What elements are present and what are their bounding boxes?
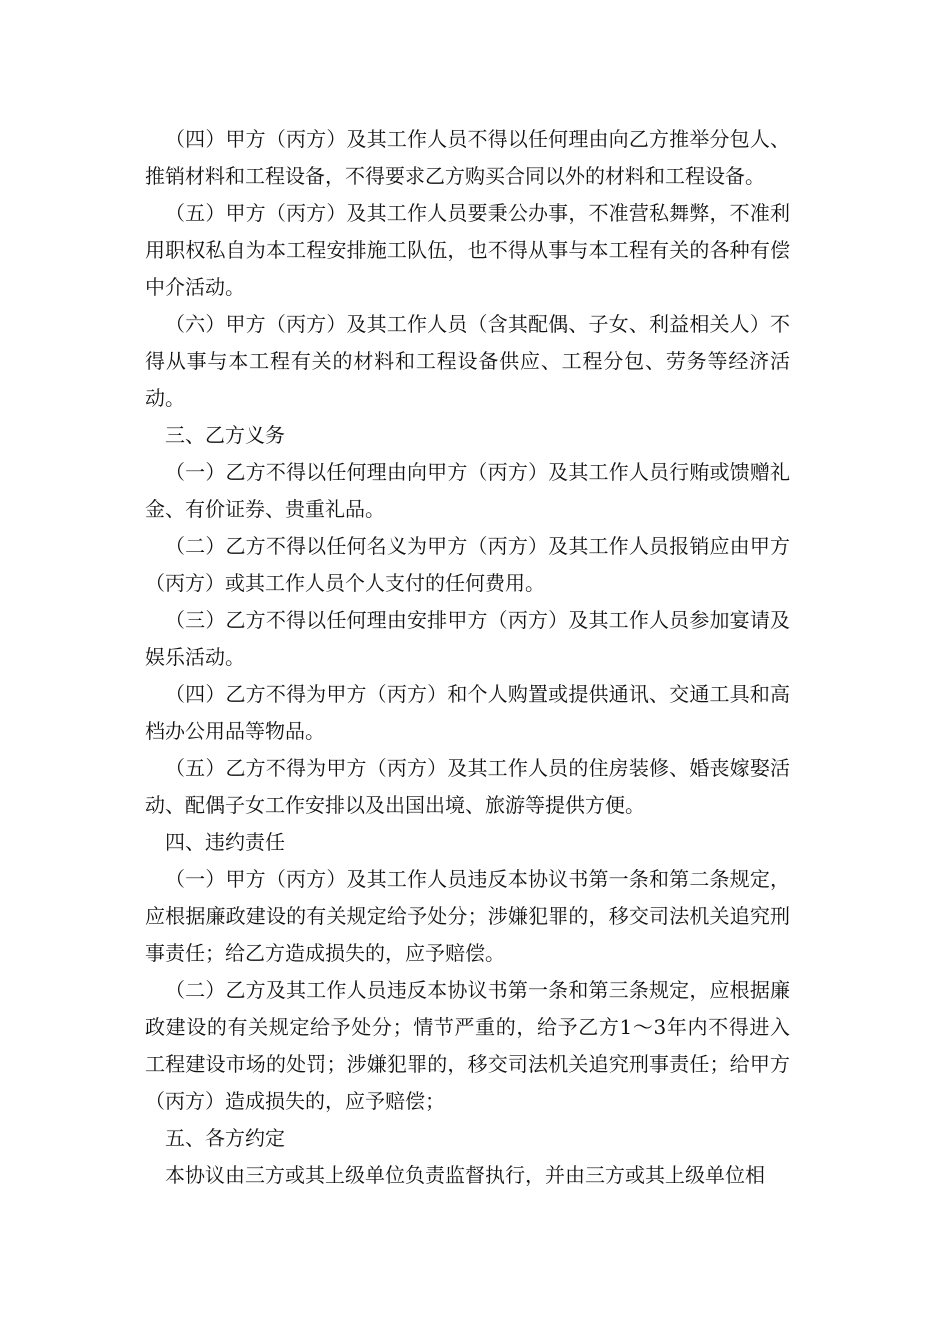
clause-liability-1: （一）甲方（丙方）及其工作人员违反本协议书第一条和第二条规定，应根据廉政建设的有关规定给予处分；涉嫌犯罪的，移交司法机关追究刑事责任；给乙方造成损失的，应予赔偿。: [145, 867, 790, 965]
clause-a6-no-related-business: （六）甲方（丙方）及其工作人员（含其配偶、子女、利益相关人）不得从事与本工程有关的材料和工程设备供应、工程分包、劳务等经济活动。: [145, 312, 790, 410]
section-heading-party-b-obligations: 三、乙方义务: [165, 423, 285, 447]
clause-liability-2: （二）乙方及其工作人员违反本协议书第一条和第三条规定，应根据廉政建设的有关规定给予处分；情节严重的，给予乙方1～3年内不得进入工程建设市场的处罚；涉嫌犯罪的，移交司法机关追究刑事责任；给甲方（丙方）造成损失的，应予赔偿；: [145, 978, 790, 1113]
clause-b3-no-banquets: （三）乙方不得以任何理由安排甲方（丙方）及其工作人员参加宴请及娱乐活动。: [145, 608, 790, 669]
clause-a5-impartial-conduct: （五）甲方（丙方）及其工作人员要秉公办事，不准营私舞弊，不准利用职权私自为本工程安排施工队伍，也不得从事与本工程有关的各种有偿中介活动。: [145, 201, 790, 299]
clause-b1-no-bribery: （一）乙方不得以任何理由向甲方（丙方）及其工作人员行贿或馈赠礼金、有价证券、贵重礼品。: [145, 460, 790, 521]
section-heading-liability: 四、违约责任: [165, 830, 285, 854]
section-heading-agreements: 五、各方约定: [165, 1126, 285, 1150]
clause-b5-no-personal-favors: （五）乙方不得为甲方（丙方）及其工作人员的住房装修、婚丧嫁娶活动、配偶子女工作安排以及出国出境、旅游等提供方便。: [145, 756, 790, 817]
document-body: [145, 121, 790, 1194]
clause-b4-no-equipment-gifts: （四）乙方不得为甲方（丙方）和个人购置或提供通讯、交通工具和高档办公用品等物品。: [145, 682, 790, 743]
clause-a4-no-recommending-subcontractors: （四）甲方（丙方）及其工作人员不得以任何理由向乙方推举分包人、推销材料和工程设备，不得要求乙方购买合同以外的材料和工程设备。: [145, 127, 790, 188]
clause-agreement-supervision: 本协议由三方或其上级单位负责监督执行，并由三方或其上级单位相: [165, 1163, 765, 1187]
clause-b2-no-expense-reimbursement: （二）乙方不得以任何名义为甲方（丙方）及其工作人员报销应由甲方（丙方）或其工作人员个人支付的任何费用。: [145, 534, 790, 595]
